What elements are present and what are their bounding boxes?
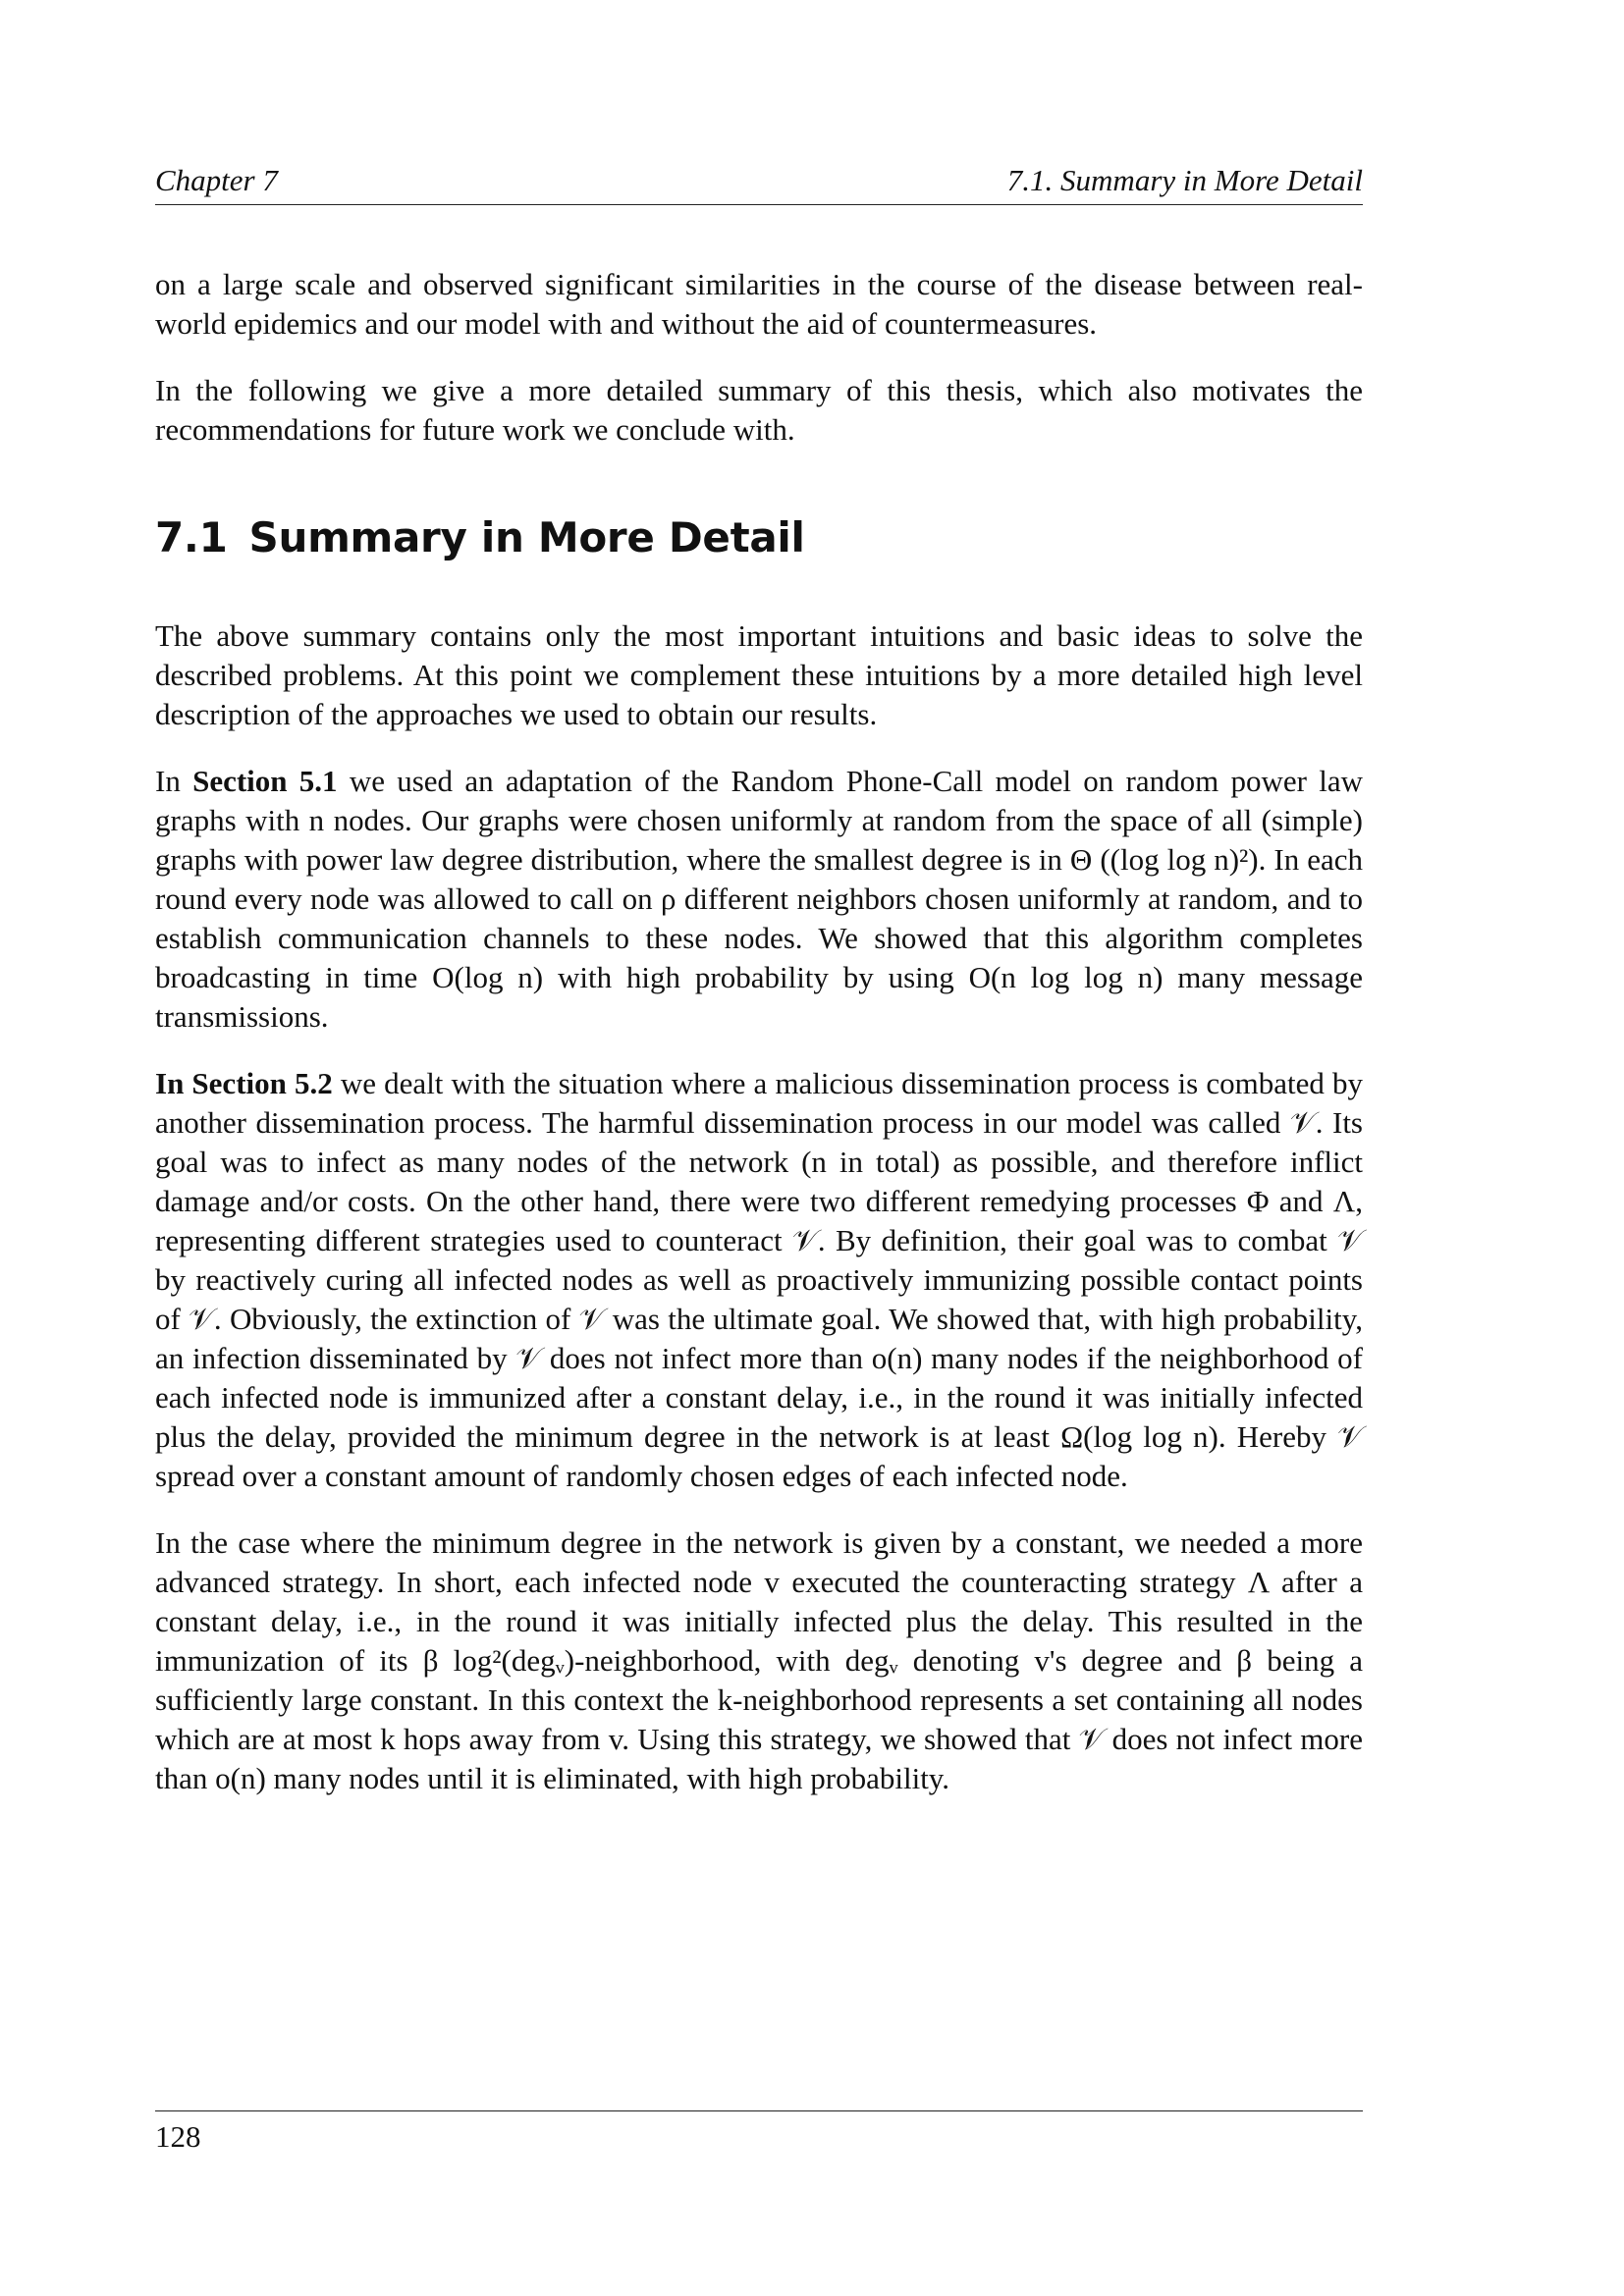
section-heading [155, 513, 1363, 561]
paragraph-lead: In Section 5.2 [155, 1066, 333, 1100]
section-title: Summary in More Detail [248, 513, 805, 561]
paragraph-lead-prefix: In [155, 764, 193, 798]
paragraph: on a large scale and observed significant similarities in the course of the disease between real-world epidemics and our model with and without the aid of countermeasures. [155, 267, 1363, 341]
paragraph: The above summary contains only the most important intuitions and basic ideas to solve the described problems. At this point we complement these intuitions by a more detailed high level description of the approaches we used to obtain our results. [155, 618, 1363, 731]
page-number: 128 [155, 2119, 201, 2154]
paragraph-lead: Section 5.1 [192, 764, 338, 798]
paragraph: In the case where the minimum degree in the network is given by a constant, we needed a more advanced strategy. In short, each infected node v executed the counteracting strategy Λ after a constant delay, i.e., in the round it was initially infected plus the delay. This resulted in the immunization of its β log²(degᵥ)-neighborhood, with degᵥ denoting v's degree and β being a sufficiently large constant. In this context the k-neighborhood represents a set containing all nodes which are at most k hops away from v. Using this strategy, we showed that 𝒱 does not infect more than o(n) many nodes until it is eliminated, with high probability. [155, 1525, 1363, 1795]
paragraph: In the following we give a more detailed summary of this thesis, which also motivates the recommendations for future work we conclude with. [155, 373, 1363, 447]
paragraph [155, 1064, 1363, 1496]
paragraph-body: we dealt with the situation where a malicious dissemination process is combated by another dissemination process. The harmful dissemination process in our model was called 𝒱. Its goal was to infect as many nodes of the network (n in total) as possible, and therefore inflict damage and/or costs. On the other hand, there were two different remedying processes Φ and Λ, representing different strategies used to counteract 𝒱. By definition, their goal was to combat 𝒱 by reactively curing all infected nodes as well as proactively immunizing possible contact points of 𝒱. Obviously, the extinction of 𝒱 was the ultimate goal. We showed that, with high probability, an infection disseminated by 𝒱 does not infect more than o(n) many nodes if the neighborhood of each infected node is immunized after a constant delay, i.e., in the round it was initially infected plus the delay, provided the minimum degree in the network is at least Ω(log log n). Hereby 𝒱 spread over a constant amount of randomly chosen edges of each infected node. [155, 1066, 1363, 1493]
section-label: 7.1. Summary in More Detail [1006, 163, 1363, 197]
chapter-label: Chapter 7 [155, 163, 278, 197]
main-text [155, 265, 1363, 1826]
page [155, 157, 1363, 2160]
running-header [155, 157, 1363, 205]
paragraph-body: we used an adaptation of the Random Phone-Call model on random power law graphs with n nodes. Our graphs were chosen uniformly at random from the space of all (simple) graphs with power law degree distribution, where the smallest degree is in Θ ((log log n)²). In each round every node was allowed to call on ρ different neighbors chosen uniformly at random, and to establish communication channels to these nodes. We showed that this algorithm completes broadcasting in time O(log n) with high probability by using O(n log log n) many message transmissions. [155, 764, 1363, 1034]
paragraph [155, 762, 1363, 1037]
page-footer [155, 2110, 1363, 2155]
section-number: 7.1 [155, 513, 228, 561]
